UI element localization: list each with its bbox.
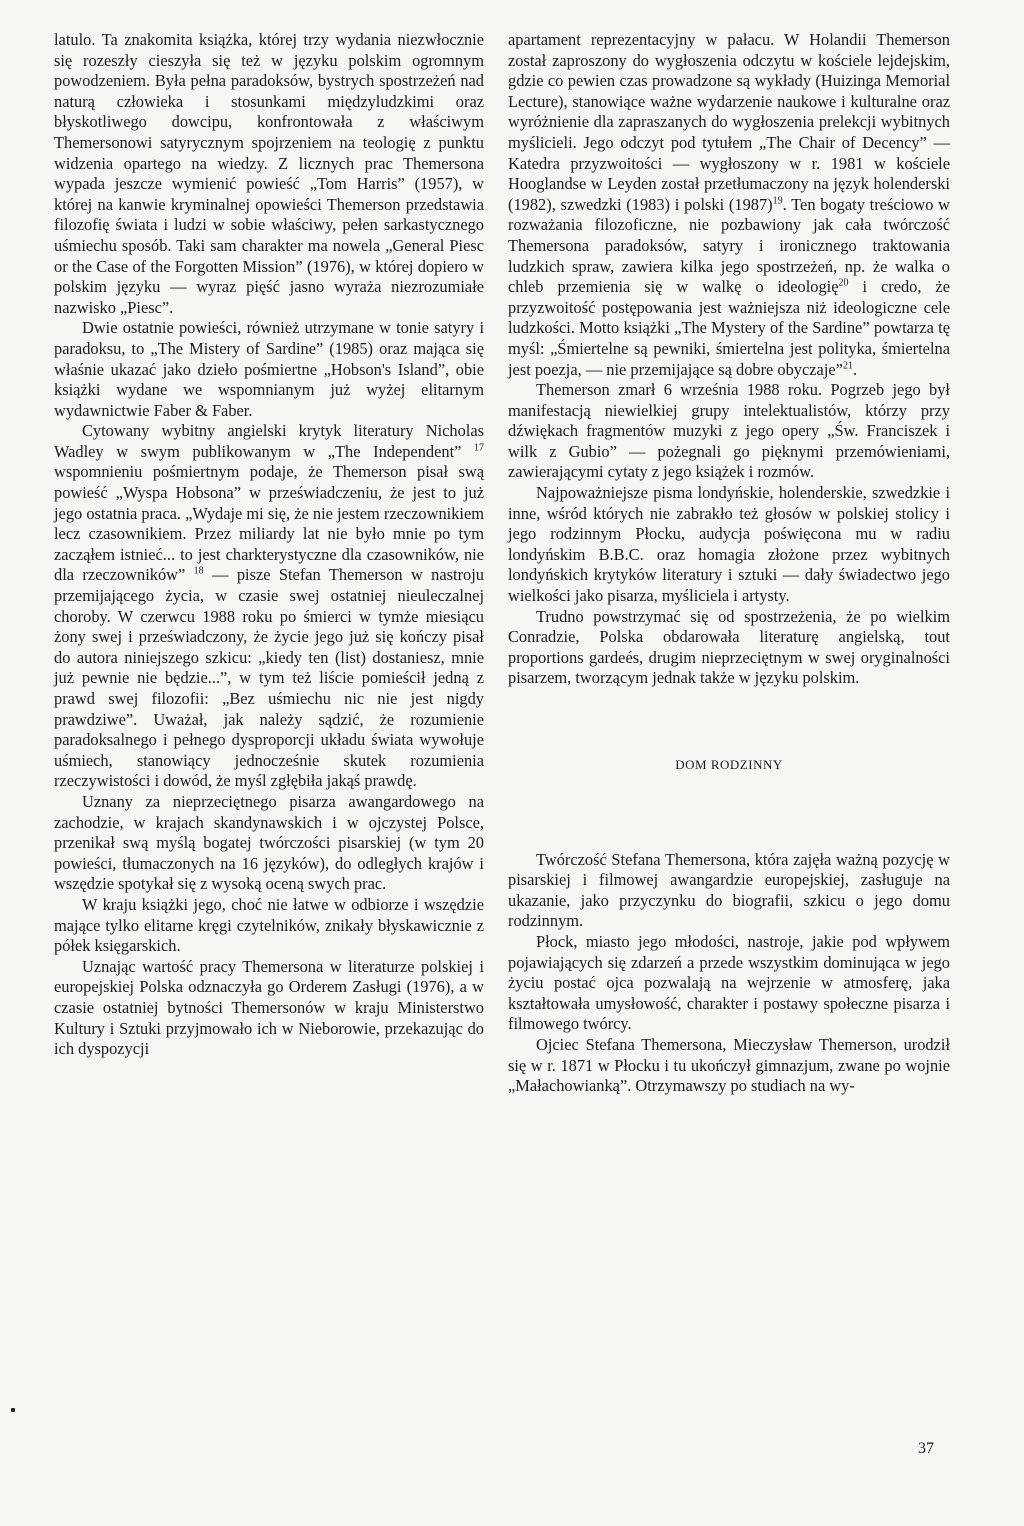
paragraph-text: — pisze Stefan Themerson w nastroju przemijającego życia, w czasie swej ostatniej nieuleczalnej choroby. W czerwcu 1988 roku po śmierci w tymże miesiącu żony swej i przeświadczony, że życie jego już się kończy pisał do autora niniejszego szkicu: „kiedy ten (list) dostaniesz, mnie już pewnie nie będzie...”, w tym też liście pomieścił jedną z prawd swej filozofii: „Bez uśmiechu nic nie jest nigdy prawdziwe”. Uważał, jak należy sądzić, że rozumienie paradoksalnego i pełnego dysproporcji układu świata wywołuje uśmiech, stanowiący jednocześnie skutek rozumienia rzeczywistości i dowód, że myśl zgłębiła jakąś prawdę. [54, 565, 484, 791]
paragraph: Themerson zmarł 6 września 1988 roku. Pogrzeb jego był manifestacją niewielkiej grupy intelektualistów, którzy przy dźwiękach fragmentów muzyki z jego opery „Św. Franciszek i wilk z Gubio” — pożegnali go pięknymi przemówieniami, zawierającymi cytaty z jego książek i rozmów. [508, 380, 950, 482]
paragraph: Ojciec Stefana Themersona, Mieczysław Themerson, urodził się w r. 1871 w Płocku i tu ukończył gimnazjum, zwane po wojnie „Małachowianką”. Otrzymawszy po studiach na wy- [508, 1034, 950, 1096]
paragraph: latulo. Ta znakomita książka, której trzy wydania niezwłocznie się rozeszły cieszyła się też w języku polskim ogromnym powodzeniem. Była pełna paradoksów, bystrych spostrzeżeń nad naturą człowieka i stosunkami międzyludzkimi oraz błyskotliwego dowcipu, konfrontowała z właściwym Themersonowi satyrycznym spojrzeniem na teologię z punktu widzenia opartego na wiedzy. Z licznych prac Themersona wypada jeszcze wymienić powieść „Tom Harris” (1957), w której na kanwie kryminalnej opowieści Themerson przedstawia filozofię świata i ludzi w sobie właściwy, pełen sarkastycznego uśmiechu sposób. Taki sam charakter ma nowela „General Piesc or the Case of the Forgotten Mission” (1976), w której dopiero w polskim języku — wyraz pięść jasno wyraża niezrozumiałe nazwisko „Piesc”. [54, 30, 484, 317]
margin-mark [11, 1408, 15, 1412]
paragraph-text: . Ten bogaty treściowo w rozważania filozoficzne, nie pozbawiony jak cała twórczość Themersona paradoksów, satyry i ironicznego traktowania ludzkich spraw, zawiera kilka jego spostrzeżeń, np. że walka o chleb przemienia się w walkę o ideologię [508, 194, 950, 297]
right-column [508, 30, 950, 1097]
paragraph [54, 421, 484, 792]
left-column [54, 30, 484, 1060]
page-number: 37 [918, 1440, 934, 1457]
footnote-ref: 18 [193, 565, 204, 577]
paragraph-text: i credo, że przyzwoitość postępowania jest ważniejsza niż ideologiczne cele ludzkości. Motto książki „The Mystery of the Sardine” powtarza tę myśl: „Śmiertelne są pewniki, śmiertelna jest polityka, śmiertelna jest poezja, — nie przemijające są dobre obyczaje” [508, 277, 950, 379]
paragraph: Najpoważniejsze pisma londyńskie, holenderskie, szwedzkie i inne, wśród których nie zabrakło też głosów w polskiej stolicy i jego rodzinnym Płocku, audycja poświęcona mu w radiu londyńskim B.B.C. oraz homagia złożone przez wybitnych londyńskich krytyków literatury i sztuki — dały świadectwo jego wielkości jako pisarza, myśliciela i artysty. [508, 483, 950, 606]
paragraph-text: apartament reprezentacyjny w pałacu. W Holandii Themerson został zaproszony do wygłoszenia odczytu w kościele lejdejskim, gdzie co pewien czas prowadzone są wykłady (Huizinga Memorial Lecture), stanowiące ważne wydarzenie naukowe i kulturalne oraz wyróżnienie dla zapraszanych do wygłoszenia prelekcji wybitnych myślicieli. Jego odczyt pod tytułem „The Chair of Decency” — Katedra przyzwoitości — wygłoszony w r. 1981 w kościele Hooglandse w Leyden został przetłumaczony na język holenderski (1982), szwedzki (1983) i polski (1987) [508, 30, 950, 214]
paragraph-text: . [852, 359, 858, 379]
paragraph: Płock, miasto jego młodości, nastroje, jakie pod wpływem pojawiających się zdarzeń a przede wszystkim dominująca w jego życiu postać ojca pozwalają na wejrzenie w atmosferę, jaka kształtowała umysłowość, charakter i postawy społeczne pisarza i filmowego twórcy. [508, 931, 950, 1034]
footnote-ref: 19 [772, 195, 783, 207]
footnote-ref: 21 [842, 360, 853, 372]
paragraph: Trudno powstrzymać się od spostrzeżenia, że po wielkim Conradzie, Polska obdarowała literaturę angielską, tout proportions gardeés, drugim nieprzeciętnym w swej oryginalności pisarzem, tworzącym jednak także w języku polskim. [508, 606, 950, 688]
section-heading: DOM RODZINNY [675, 757, 783, 772]
footnote-ref: 17 [474, 442, 484, 454]
paragraph: Twórczość Stefana Themersona, która zajęła ważną pozycję w pisarskiej i filmowej awangardzie europejskiej, zasługuje na ukazanie, jako przyczynku do biografii, szkicu o jego domu rodzinnym. [508, 849, 950, 931]
paragraph [508, 30, 950, 380]
paragraph-text: Cytowany wybitny angielski krytyk literatury Nicholas Wadley w swym publikowanym w „The Independent” [54, 421, 484, 461]
paragraph: Uznając wartość pracy Themersona w literaturze polskiej i europejskiej Polska odznaczyła go Orderem Zasługi (1976), a w czasie ostatniej bytności Themersonów w kraju Ministerstwo Kultury i Sztuki przyjmowało ich w Nieborowie, przekazując do ich dyspozycji [54, 956, 484, 1059]
paragraph: Uznany za nieprzeciętnego pisarza awangardowego na zachodzie, w krajach skandynawskich i w ojczystej Polsce, przenikał swą myślą bogatej twórczości pisarskiej (w tym 20 powieści, tłumaczonych na 16 języków), do odległych krajów i wszędzie spotykał się z wysoką oceną swych prac. [54, 791, 484, 894]
paragraph: Dwie ostatnie powieści, również utrzymane w tonie satyry i paradoksu, to „The Mistery of Sardine” (1985) oraz mająca się właśnie ukazać jako dzieło pośmiertne „Hobson's Island”, obie książki wydane we wspomnianym już wyżej elitarnym wydawnictwie Faber & Faber. [54, 318, 484, 420]
paragraph: W kraju książki jego, choć nie łatwe w odbiorze i wszędzie mające tylko elitarne kręgi czytelników, znikały błyskawicznie z półek księgarskich. [54, 894, 484, 956]
footnote-ref: 20 [838, 277, 849, 289]
paragraph-text: wspomnieniu pośmiertnym podaje, że Themerson pisał swą powieść „Wyspa Hobsona” w przeświadczeniu, że jest to już jego ostatnia praca. „Wydaje mi się, że nie jestem rzeczownikiem lecz czasownikiem. Przez miliardy lat nie było mnie po tym zacząłem istnieć... to jest charkterystyczne dla czasowników, nie dla rzeczowników” [54, 462, 484, 585]
